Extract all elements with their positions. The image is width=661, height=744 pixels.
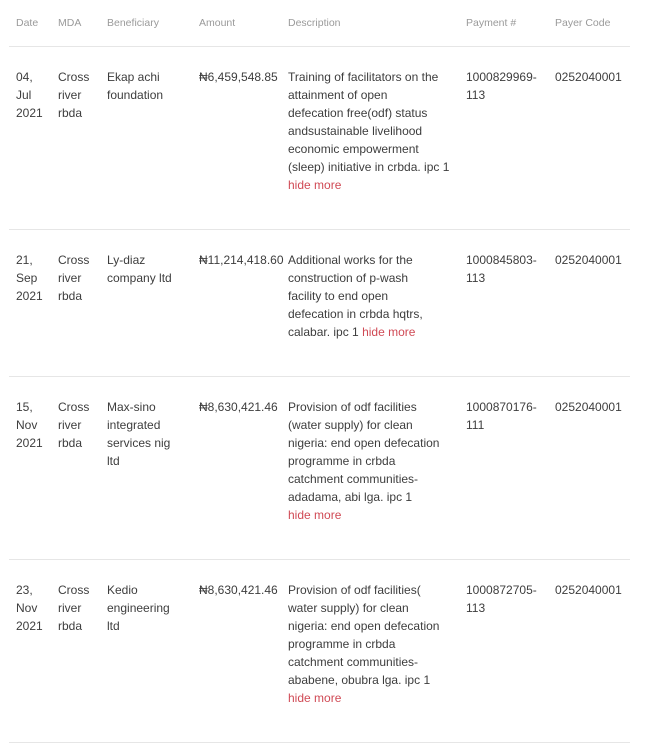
date-day: 15, — [16, 400, 33, 414]
mda-cell — [58, 581, 100, 635]
description-line: (water supply) for clean — [288, 418, 413, 432]
mda-line: river — [58, 418, 82, 432]
beneficiary-line: Ly-diaz — [107, 253, 146, 267]
description-line: economic empowerment — [288, 142, 419, 156]
payment-line: 1000845803- — [466, 253, 537, 267]
mda-line: rbda — [58, 289, 83, 303]
mda-line: Cross — [58, 253, 90, 267]
description-cell — [288, 251, 458, 341]
table-row — [9, 377, 630, 560]
payment-line: 113 — [466, 88, 486, 102]
description-cell — [288, 398, 458, 524]
mda-line: river — [58, 271, 82, 285]
description-line: construction of p-wash — [288, 271, 409, 285]
beneficiary-line: ltd — [107, 619, 120, 633]
description-line: Training of facilitators on the — [288, 70, 439, 84]
beneficiary-line: Max-sino — [107, 400, 156, 414]
payments-table — [9, 0, 630, 743]
header-description: Description — [288, 17, 341, 29]
header-payer-code: Payer Code — [555, 17, 611, 29]
description-line: (sleep) initiative in crbda. ipc 1 — [288, 160, 450, 174]
amount-cell: ₦11,214,418.60 — [199, 253, 284, 267]
mda-line: rbda — [58, 436, 83, 450]
hide-more-link[interactable]: hide more — [288, 178, 342, 192]
payment-cell — [466, 251, 548, 287]
payment-cell — [466, 398, 548, 434]
table-row — [9, 47, 630, 230]
description-line: nigeria: end open defecation — [288, 436, 440, 450]
date-cell — [16, 581, 54, 635]
description-line: defecation free(odf) status — [288, 106, 428, 120]
payment-line: 1000829969- — [466, 70, 537, 84]
payment-cell — [466, 581, 548, 617]
payment-cell — [466, 68, 548, 104]
hide-more-link[interactable]: hide more — [288, 508, 342, 522]
payer-code-cell: 0252040001 — [555, 583, 622, 597]
mda-cell — [58, 398, 100, 452]
beneficiary-cell — [107, 68, 189, 104]
mda-line: Cross — [58, 70, 90, 84]
mda-line: river — [58, 88, 82, 102]
date-day: 21, — [16, 253, 33, 267]
description-cell — [288, 581, 458, 707]
beneficiary-line: Kedio — [107, 583, 138, 597]
mda-line: Cross — [58, 400, 90, 414]
date-month: Sep — [16, 271, 38, 285]
description-line: catchment communities- — [288, 472, 419, 486]
mda-line: river — [58, 601, 82, 615]
description-line: nigeria: end open defecation — [288, 619, 440, 633]
mda-line: Cross — [58, 583, 90, 597]
payer-code-cell: 0252040001 — [555, 70, 622, 84]
hide-more-link[interactable]: hide more — [362, 325, 416, 339]
date-month: Nov — [16, 601, 38, 615]
date-year: 2021 — [16, 289, 43, 303]
amount-cell: ₦8,630,421.46 — [199, 583, 278, 597]
table-row — [9, 230, 630, 377]
description-line: calabar. ipc 1 — [288, 325, 359, 339]
header-beneficiary: Beneficiary — [107, 17, 159, 29]
header-payment: Payment # — [466, 17, 517, 29]
payment-line: 111 — [466, 418, 485, 432]
date-cell — [16, 251, 54, 305]
description-line: water supply) for clean — [288, 601, 409, 615]
beneficiary-line: company ltd — [107, 271, 172, 285]
beneficiary-cell — [107, 251, 189, 287]
description-line: andsustainable livelihood — [288, 124, 423, 138]
beneficiary-line: services nig — [107, 436, 171, 450]
mda-cell — [58, 251, 100, 305]
payment-line: 113 — [466, 601, 486, 615]
description-line: defecation in crbda hqtrs, — [288, 307, 423, 321]
payment-line: 1000870176- — [466, 400, 537, 414]
date-cell — [16, 68, 54, 122]
date-month: Nov — [16, 418, 38, 432]
header-mda: MDA — [58, 17, 82, 29]
date-year: 2021 — [16, 619, 43, 633]
date-year: 2021 — [16, 106, 43, 120]
mda-cell — [58, 68, 100, 122]
description-line: programme in crbda — [288, 454, 396, 468]
table-row — [9, 560, 630, 743]
date-year: 2021 — [16, 436, 43, 450]
date-day: 04, — [16, 70, 33, 84]
payment-line: 1000872705- — [466, 583, 537, 597]
description-line: programme in crbda — [288, 637, 396, 651]
description-line: facility to end open — [288, 289, 389, 303]
description-line: Additional works for the — [288, 253, 413, 267]
description-line: Provision of odf facilities — [288, 400, 417, 414]
beneficiary-cell — [107, 581, 189, 635]
description-line: ababene, obubra lga. ipc 1 — [288, 673, 431, 687]
beneficiary-line: engineering — [107, 601, 170, 615]
description-cell — [288, 68, 458, 194]
beneficiary-line: foundation — [107, 88, 164, 102]
description-line: adadama, abi lga. ipc 1 — [288, 490, 413, 504]
hide-more-link[interactable]: hide more — [288, 691, 342, 705]
header-date: Date — [16, 17, 39, 29]
payer-code-cell: 0252040001 — [555, 253, 622, 267]
description-line: attainment of open — [288, 88, 388, 102]
description-line: Provision of odf facilities( — [288, 583, 421, 597]
date-cell — [16, 398, 54, 452]
amount-cell: ₦6,459,548.85 — [199, 70, 278, 84]
date-month: Jul — [16, 88, 32, 102]
beneficiary-line: Ekap achi — [107, 70, 160, 84]
description-line: catchment communities- — [288, 655, 419, 669]
beneficiary-cell — [107, 398, 189, 470]
mda-line: rbda — [58, 619, 83, 633]
header-amount: Amount — [199, 17, 236, 29]
mda-line: rbda — [58, 106, 83, 120]
table-header — [9, 0, 630, 47]
payer-code-cell: 0252040001 — [555, 400, 622, 414]
amount-cell: ₦8,630,421.46 — [199, 400, 278, 414]
payment-line: 113 — [466, 271, 486, 285]
beneficiary-line: integrated — [107, 418, 161, 432]
beneficiary-line: ltd — [107, 454, 120, 468]
date-day: 23, — [16, 583, 33, 597]
